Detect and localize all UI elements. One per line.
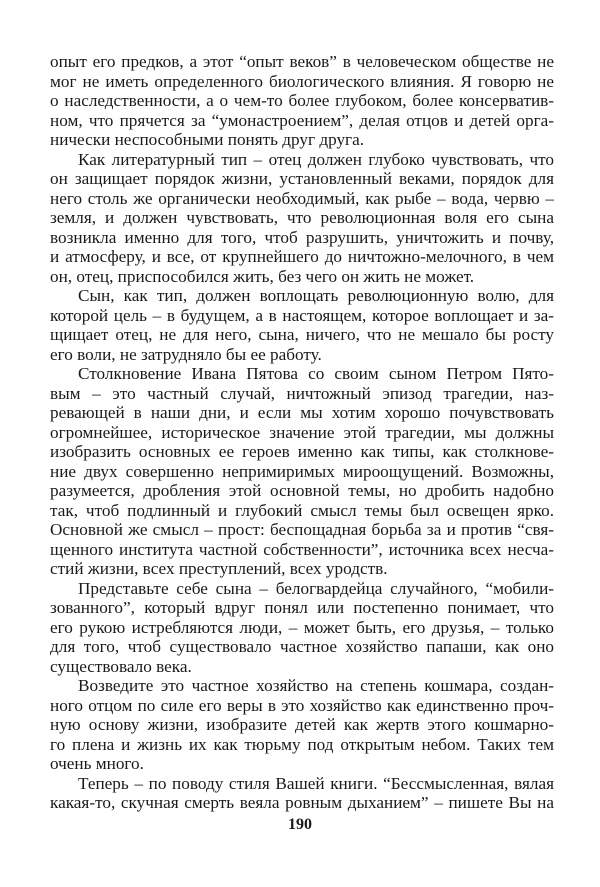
- text-line: Сын, как тип, должен воплощать революционную волю, для: [78, 286, 554, 305]
- text-line: он, отец, приспособился жить, без чего он жить не может.: [50, 266, 475, 286]
- text-line: Теперь – по поводу стиля Вашей книги. “Бессмысленная, вялая: [78, 773, 554, 793]
- text-line: его рукою истребляются люди, – может быть, его друзья, – только: [50, 617, 554, 637]
- text-line: щенного института частной собственности”, источника всех несча-: [50, 539, 554, 559]
- page-number: 190: [288, 816, 312, 833]
- paragraph: [50, 774, 554, 813]
- text-line: Основной же смысл – прост: беспощадная борьба за и против “свя-: [50, 520, 554, 539]
- text-line: возникла именно для того, чтоб разрушить, уничтожить и почву,: [50, 227, 554, 247]
- text-line: для того, чтоб существовало частное хозяйство папаши, как оно: [50, 637, 554, 656]
- text-line: зованного”, который вдруг понял или постепенно понимает, что: [50, 598, 554, 617]
- text-line: Представьте себе сына – белогвардейца случайного, “мобили-: [78, 578, 554, 598]
- text-line: существовало века.: [50, 656, 192, 676]
- text-line: Возведите это частное хозяйство на степень кошмара, создан-: [78, 676, 554, 695]
- text-line: его воли, не затрудняло бы ее работу.: [50, 344, 322, 364]
- paragraph: [50, 364, 554, 579]
- text-line: Как литературный тип – отец должен глубоко чувствовать, что: [78, 149, 554, 169]
- paragraph: [50, 52, 554, 150]
- text-line: которой цель – в будущем, а в настоящем, которое воплощает и за-: [50, 305, 554, 325]
- text-line: ние двух совершенно непримиримых мироощущений. Возможны,: [50, 461, 554, 481]
- text-line: мог не иметь определенного биологического влияния. Я говорю не: [50, 71, 554, 91]
- text-line: вым – это частный случай, ничтожный эпизод трагедии, наз-: [50, 383, 554, 403]
- text-line: ную основу жизни, изобразите детей как жертв этого кошмарно-: [50, 715, 554, 734]
- page-body: [50, 52, 554, 813]
- text-line: какая-то, скучная смерть веяла ровным дыханием” – пишете Вы на: [50, 793, 554, 812]
- text-line: стий жизни, всех преступлений, всех уродств.: [50, 559, 388, 578]
- text-line: опыт его предков, а этот “опыт веков” в человеческом обществе не: [50, 52, 554, 71]
- text-line: разумеется, дробления этой основной темы, но дробить надобно: [50, 481, 554, 500]
- text-line: ревающей в наши дни, и если мы хотим хорошо почувствовать: [50, 403, 554, 422]
- text-line: земля, и должен чувствовать, что революционная воля его сына: [50, 208, 554, 227]
- paragraph: [50, 150, 554, 287]
- text-line: него столь же органически необходимый, как рыбе – вода, червю –: [50, 188, 554, 208]
- text-line: нически неспособными понять друг друга.: [50, 130, 365, 149]
- text-line: изобразить основных ее героев именно как типы, как столкнове-: [50, 442, 554, 461]
- paragraph: [50, 579, 554, 677]
- text-line: ном, что прячется за “умонастроением”, делая отцов и детей орга-: [50, 110, 554, 130]
- paragraph: [50, 286, 554, 364]
- text-line: очень много.: [50, 754, 144, 773]
- text-line: ного отцом по силе его веры в это хозяйство как единственно проч-: [50, 695, 554, 715]
- text-line: огромнейшее, историческое значение этой трагедии, мы должны: [50, 422, 554, 442]
- text-line: Столкновение Ивана Пятова со своим сыном Петром Пято-: [78, 364, 554, 383]
- text-line: так, чтоб подлинный и глубокий смысл темы был освещен ярко.: [50, 500, 554, 520]
- text-line: он защищает порядок жизни, установленный веками, порядок для: [50, 169, 554, 188]
- text-line: и атмосферу, и все, от крупнейшего до ничтожно-мелочного, в чем: [50, 247, 554, 266]
- text-line: щищает отец, не для него, сына, ничего, что не мешало бы росту: [50, 325, 554, 344]
- paragraph: [50, 676, 554, 774]
- text-line: о наследственности, а о чем-то более глубоком, более консерватив-: [50, 91, 554, 110]
- text-line: го плена и жизнь их как тюрьму под открытым небом. Таких тем: [50, 734, 554, 754]
